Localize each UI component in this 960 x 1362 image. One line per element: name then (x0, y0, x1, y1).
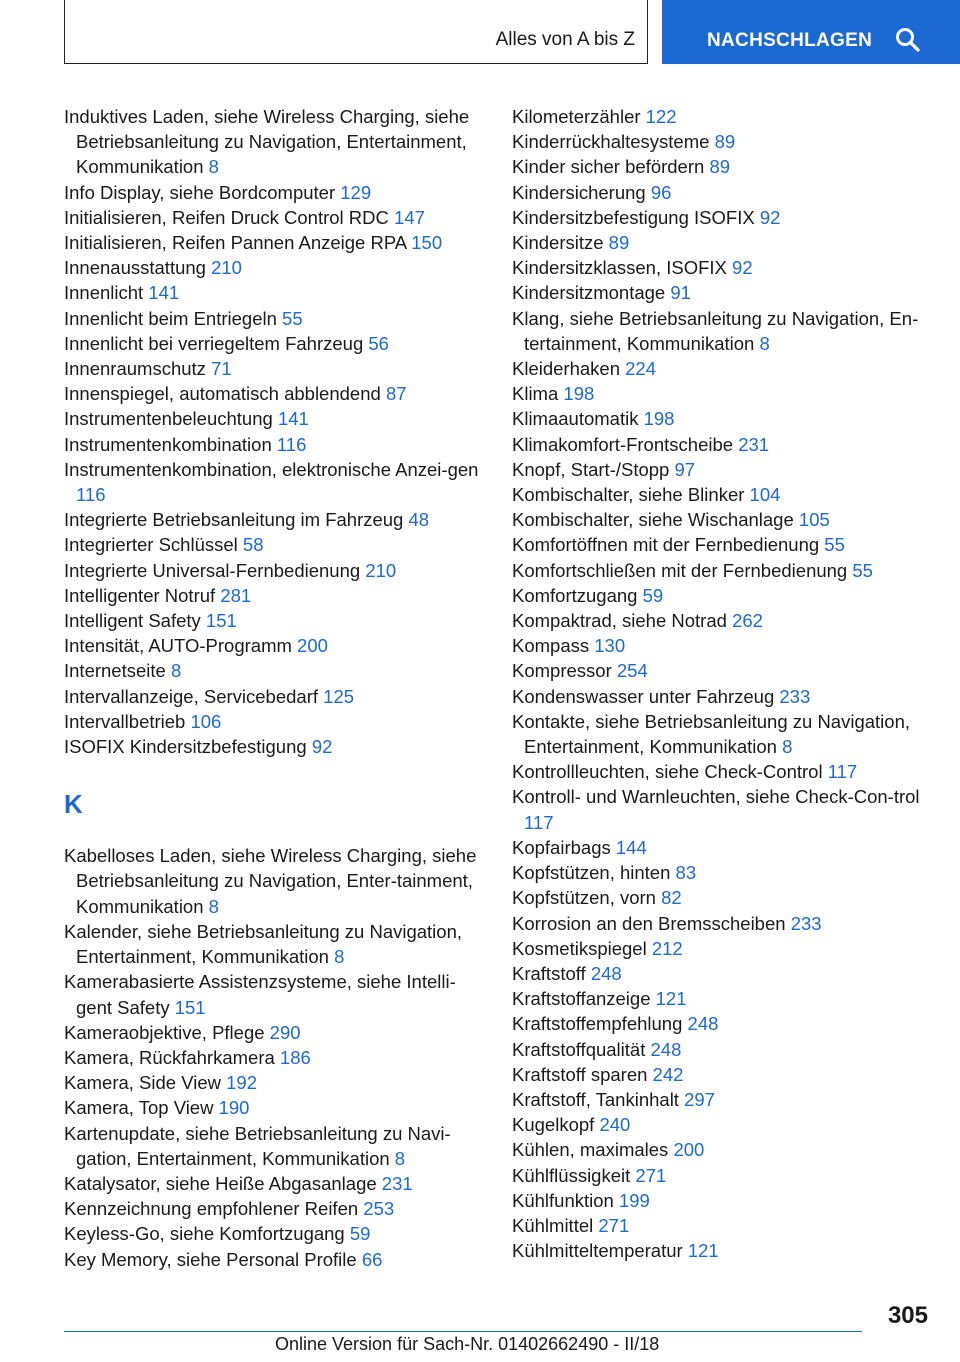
index-entry (64, 684, 484, 709)
index-entry (64, 104, 484, 180)
index-column-right (512, 104, 942, 1263)
index-term: Kontrollleuchten, siehe Check-Control (512, 761, 823, 783)
page-link[interactable]: 122 (645, 106, 677, 127)
index-term: Kameraobjektive, Pflege (64, 1021, 265, 1043)
index-term: Innenlicht bei verriegeltem Fahrzeug (64, 332, 364, 354)
page-link[interactable]: 141 (148, 282, 180, 304)
page-link[interactable]: 8 (782, 736, 793, 758)
page-link[interactable]: 106 (190, 710, 222, 732)
index-entry (64, 633, 484, 658)
page-link[interactable]: 58 (242, 534, 264, 556)
section-letter: K (64, 789, 83, 820)
index-term: Integrierte Universal-Fernbedienung (64, 559, 361, 581)
index-entry (64, 1121, 484, 1171)
page-link[interactable]: 200 (297, 635, 328, 657)
page-link[interactable]: 190 (218, 1097, 250, 1119)
page-link[interactable]: 151 (205, 610, 237, 632)
index-term: Keyless-Go, siehe Komfortzugang (64, 1223, 345, 1245)
index-entry (512, 658, 942, 683)
index-term: Kontroll- und Warnleuchten, siehe Check-Con-trol (512, 786, 920, 808)
index-term: Kühlmitteltemperatur (512, 1240, 683, 1262)
index-term: Kamera, Rückfahrkamera (64, 1046, 275, 1068)
index-term: Kopfairbags (512, 836, 611, 858)
index-entry (64, 658, 484, 683)
page-link[interactable]: 210 (365, 559, 397, 581)
index-term: Knopf, Start-/Stopp (512, 458, 670, 480)
index-column-left (64, 104, 484, 1272)
page-link[interactable]: 116 (276, 433, 307, 455)
index-term: Kamerabasierte Assistenzsysteme, siehe Intelli-gent Safety (64, 971, 456, 1018)
index-entry (512, 507, 942, 532)
index-entry (64, 381, 484, 406)
page-link[interactable]: 198 (563, 383, 595, 405)
index-term: Kennzeichnung empfohlener Reifen (64, 1198, 359, 1220)
index-term: Innenlicht beim Entriegeln (64, 307, 277, 329)
index-entry (512, 936, 942, 961)
index-entry (64, 532, 484, 557)
page-link[interactable]: 48 (408, 509, 430, 531)
page-link[interactable]: 66 (361, 1248, 383, 1270)
page-link[interactable]: 55 (282, 307, 303, 329)
page-link[interactable]: 8 (170, 660, 182, 682)
page-link[interactable]: 141 (277, 408, 309, 430)
page-link[interactable]: 116 (76, 484, 106, 506)
index-entry (64, 969, 484, 1019)
index-entry (64, 331, 484, 356)
index-term: Innenspiegel, automatisch abblendend (64, 383, 381, 405)
index-term: ISOFIX Kindersitzbefestigung (64, 736, 307, 758)
index-term: Key Memory, siehe Personal Profile (64, 1248, 357, 1270)
page-link[interactable]: 248 (687, 1013, 719, 1035)
index-entry (64, 1171, 484, 1196)
index-term: Kosmetikspiegel (512, 937, 647, 959)
index-term: Integrierte Betriebsanleitung im Fahrzeug (64, 509, 404, 531)
index-list-right (512, 104, 942, 1263)
index-entry (64, 1020, 484, 1045)
page-link[interactable]: 56 (368, 332, 389, 354)
index-entry (512, 1037, 942, 1062)
index-term: Kopfstützen, vorn (512, 887, 656, 909)
index-term: Kompaktrad, siehe Notrad (512, 610, 727, 632)
index-term: Korrosion an den Bremsscheiben (512, 912, 786, 934)
page-link[interactable]: 248 (590, 962, 622, 984)
index-term: Innenraumschutz (64, 358, 206, 380)
page-link[interactable]: 89 (714, 131, 736, 153)
index-term: Kontakte, siehe Betriebsanleitung zu Navigation, Entertainment, Kommunikation (512, 710, 911, 758)
index-entry (64, 406, 484, 431)
index-entry (512, 860, 942, 885)
index-entry (512, 759, 942, 784)
page-link[interactable]: 125 (323, 685, 355, 707)
page-link[interactable]: 89 (608, 232, 630, 254)
index-entry (64, 608, 484, 633)
index-entry (512, 583, 942, 608)
index-entry (512, 1062, 942, 1087)
index-entry (512, 633, 942, 658)
index-entry (512, 104, 942, 129)
index-entry (64, 255, 484, 280)
index-entry (512, 532, 942, 557)
index-entry (64, 457, 484, 507)
index-entry (512, 986, 942, 1011)
index-term: Kamera, Side View (64, 1072, 221, 1094)
page-link[interactable]: 212 (651, 937, 683, 959)
index-term: Klima (512, 383, 559, 405)
index-entry (512, 205, 942, 230)
index-entry (512, 784, 942, 834)
footer-divider (64, 1331, 862, 1332)
online-version-text: Online Version für Sach-Nr. 01402662490 - II/18 (275, 1334, 660, 1354)
index-term: Initialisieren, Reifen Druck Control RDC (64, 206, 389, 228)
page-link[interactable]: 224 (625, 358, 657, 380)
index-entry (512, 154, 942, 179)
page-link[interactable]: 121 (655, 988, 687, 1010)
index-entry (512, 709, 942, 759)
index-term: Kompass (512, 635, 590, 657)
index-entry (64, 1247, 484, 1272)
page-link[interactable]: 87 (385, 383, 407, 405)
index-term: Kinder sicher befördern (512, 156, 705, 178)
index-term: Instrumentenkombination, elektronische Anzei-gen (64, 458, 479, 480)
index-term: Klimaautomatik (512, 408, 639, 430)
index-entry (64, 1045, 484, 1070)
index-term: Klang, siehe Betriebsanleitung zu Navigation, En-tertainment, Kommunikation (512, 307, 919, 354)
search-icon[interactable] (894, 26, 922, 54)
page-link[interactable]: 231 (381, 1172, 413, 1194)
page-link[interactable]: 199 (618, 1189, 650, 1211)
page-link[interactable]: 8 (208, 156, 219, 178)
index-term: Kleiderhaken (512, 358, 620, 380)
index-term: Integrierter Schlüssel (64, 534, 238, 556)
page-link[interactable]: 97 (674, 458, 696, 480)
index-term: Intelligent Safety (64, 610, 201, 632)
page-link[interactable]: 192 (226, 1072, 258, 1094)
index-list-i (64, 104, 484, 759)
index-entry (64, 1221, 484, 1246)
index-term: Komfortöffnen mit der Fernbedienung (512, 534, 820, 556)
index-entry (64, 356, 484, 381)
index-term: Kamera, Top View (64, 1097, 214, 1119)
page-link[interactable]: 91 (670, 282, 691, 304)
index-term: Kühlflüssigkeit (512, 1164, 631, 1186)
page-link[interactable]: 104 (749, 484, 781, 506)
index-term: Kindersitzmontage (512, 282, 666, 304)
page-link[interactable]: 290 (269, 1021, 301, 1043)
index-term: Kraftstoffanzeige (512, 988, 651, 1010)
page-link[interactable]: 186 (279, 1046, 311, 1068)
index-entry (64, 558, 484, 583)
index-term: Komfortzugang (512, 584, 638, 606)
page-link[interactable]: 198 (643, 408, 675, 430)
index-entry (512, 255, 942, 280)
index-term: Kühlfunktion (512, 1189, 614, 1211)
page-link[interactable]: 262 (732, 610, 763, 632)
page-link[interactable]: 8 (394, 1147, 406, 1169)
index-entry (64, 1196, 484, 1221)
index-term: Kühlen, maximales (512, 1139, 669, 1161)
page-link[interactable]: 240 (599, 1114, 631, 1136)
index-entry (64, 432, 484, 457)
index-entry (64, 230, 484, 255)
index-entry (64, 180, 484, 205)
index-entry (512, 835, 942, 860)
index-entry (512, 406, 942, 431)
page-link[interactable]: 59 (642, 584, 664, 606)
page-link[interactable]: 129 (340, 181, 372, 203)
page-link[interactable]: 8 (759, 332, 770, 354)
index-entry (64, 709, 484, 734)
index-term: Intensität, AUTO-Programm (64, 635, 292, 657)
index-term: Intervallbetrieb (64, 710, 186, 732)
index-term: Kalender, siehe Betriebsanleitung zu Navigation, Entertainment, Kommunikation (64, 920, 463, 968)
index-term: Kinderrückhaltesysteme (512, 131, 710, 153)
index-term: Kraftstoff sparen (512, 1063, 648, 1085)
index-entry (512, 1238, 942, 1263)
page-link[interactable]: 8 (334, 946, 345, 968)
page-link[interactable]: 130 (594, 635, 626, 657)
index-term: Kraftstoffempfehlung (512, 1013, 683, 1035)
page-link[interactable]: 271 (598, 1214, 630, 1236)
index-entry (512, 356, 942, 381)
page-link[interactable]: 297 (684, 1088, 715, 1110)
index-term: Instrumentenbeleuchtung (64, 408, 273, 430)
index-term: Induktives Laden, siehe Wireless Charging, siehe Betriebsanleitung zu Navigation, Entertainment, Kommunikation (64, 106, 470, 178)
index-term: Kilometerzähler (512, 106, 641, 127)
page-number: 305 (887, 1302, 928, 1329)
page-link[interactable]: 96 (650, 181, 672, 203)
index-term: Kugelkopf (512, 1114, 595, 1136)
index-entry (512, 180, 942, 205)
page-link[interactable]: 231 (738, 433, 770, 455)
index-term: Katalysator, siehe Heiße Abgasanlage (64, 1172, 377, 1194)
index-term: Kraftstoff (512, 962, 586, 984)
index-entry (512, 1087, 942, 1112)
index-entry (512, 306, 942, 356)
index-entry (512, 961, 942, 986)
index-entry (512, 608, 942, 633)
nachschlagen-tab[interactable] (662, 0, 960, 64)
index-term: Innenausstattung (64, 257, 206, 279)
index-term: Kabelloses Laden, siehe Wireless Charging, siehe Betriebsanleitung zu Navigation, Enter-tainment, Kommunikation (64, 845, 477, 917)
index-term: Intelligenter Notruf (64, 584, 216, 606)
index-entry (64, 306, 484, 331)
index-term: Kombischalter, siehe Wischanlage (512, 509, 794, 531)
index-entry (512, 911, 942, 936)
index-entry (512, 280, 942, 305)
index-entry (64, 280, 484, 305)
page-link[interactable]: 71 (211, 358, 232, 380)
index-term: Kombischalter, siehe Blinker (512, 484, 745, 506)
index-entry (512, 1213, 942, 1238)
index-entry (512, 432, 942, 457)
index-term: Komfortschließen mit der Fernbedienung (512, 559, 848, 581)
page-link[interactable]: 253 (363, 1198, 395, 1220)
index-term: Initialisieren, Reifen Pannen Anzeige RPA (64, 232, 407, 254)
page-link[interactable]: 83 (675, 862, 697, 884)
page-link[interactable]: 210 (211, 257, 242, 279)
page-link[interactable]: 233 (779, 685, 811, 707)
index-term: Intervallanzeige, Servicebedarf (64, 685, 319, 707)
index-term: Innenlicht (64, 282, 144, 304)
page-link[interactable]: 59 (349, 1223, 371, 1245)
index-term: Kindersitzbefestigung ISOFIX (512, 206, 755, 228)
index-term: Instrumentenkombination (64, 433, 272, 455)
index-entry (512, 1011, 942, 1036)
page-link[interactable]: 144 (615, 836, 647, 858)
index-entry (512, 129, 942, 154)
index-term: Kopfstützen, hinten (512, 862, 671, 884)
index-entry (64, 205, 484, 230)
section-title: Alles von A bis Z (495, 29, 635, 50)
header-section-box (64, 0, 648, 64)
index-entry (512, 230, 942, 255)
page-link[interactable]: 233 (790, 912, 822, 934)
page-link[interactable]: 147 (394, 206, 425, 228)
index-entry (512, 1112, 942, 1137)
page-link[interactable]: 92 (311, 736, 333, 758)
index-entry (512, 381, 942, 406)
page-link[interactable]: 242 (652, 1063, 684, 1085)
index-entry (64, 1095, 484, 1120)
index-term: Kondenswasser unter Fahrzeug (512, 685, 775, 707)
index-term: Kindersitzklassen, ISOFIX (512, 257, 727, 279)
page-link[interactable]: 92 (759, 206, 781, 228)
index-term: Kraftstoff, Tankinhalt (512, 1088, 679, 1110)
page-link[interactable]: 105 (798, 509, 830, 531)
index-entry (512, 558, 942, 583)
index-entry (512, 1137, 942, 1162)
index-term: Kraftstoffqualität (512, 1038, 646, 1060)
index-entry (512, 457, 942, 482)
index-entry (512, 1163, 942, 1188)
page-link[interactable]: 82 (661, 887, 682, 909)
index-entry (64, 734, 484, 759)
page-link[interactable]: 254 (616, 660, 648, 682)
page-link[interactable]: 117 (827, 761, 858, 783)
index-entry (64, 583, 484, 608)
page-link[interactable]: 8 (208, 895, 219, 917)
page-link[interactable]: 248 (650, 1038, 682, 1060)
index-entry (64, 507, 484, 532)
index-entry (64, 843, 484, 919)
page-link[interactable]: 117 (524, 811, 554, 833)
index-entry (512, 684, 942, 709)
index-entry (512, 885, 942, 910)
page-link[interactable]: 55 (852, 559, 873, 581)
page-link[interactable]: 55 (824, 534, 845, 556)
index-entry (512, 482, 942, 507)
page-link[interactable]: 200 (673, 1139, 705, 1161)
index-term: Info Display, siehe Bordcomputer (64, 181, 336, 203)
index-term: Klimakomfort-Frontscheibe (512, 433, 734, 455)
index-term: Kartenupdate, siehe Betriebsanleitung zu Navi-gation, Entertainment, Kommunikation (64, 1122, 451, 1169)
index-term: Kompressor (512, 660, 612, 682)
index-entry (64, 1070, 484, 1095)
index-term: Kindersitze (512, 232, 604, 254)
index-entry (64, 919, 484, 969)
index-term: Internetseite (64, 660, 166, 682)
tab-label: NACHSCHLAGEN (707, 30, 873, 51)
page-link[interactable]: 150 (411, 232, 443, 254)
page-link[interactable]: 89 (709, 156, 731, 178)
page-link[interactable]: 151 (174, 996, 206, 1018)
index-list-k (64, 843, 484, 1271)
index-term: Kühlmittel (512, 1214, 594, 1236)
page-link[interactable]: 271 (635, 1164, 667, 1186)
index-term: Kindersicherung (512, 181, 646, 203)
index-entry (512, 1188, 942, 1213)
page-link[interactable]: 92 (732, 257, 753, 279)
page-link[interactable]: 121 (687, 1240, 719, 1262)
page-link[interactable]: 281 (220, 584, 252, 606)
